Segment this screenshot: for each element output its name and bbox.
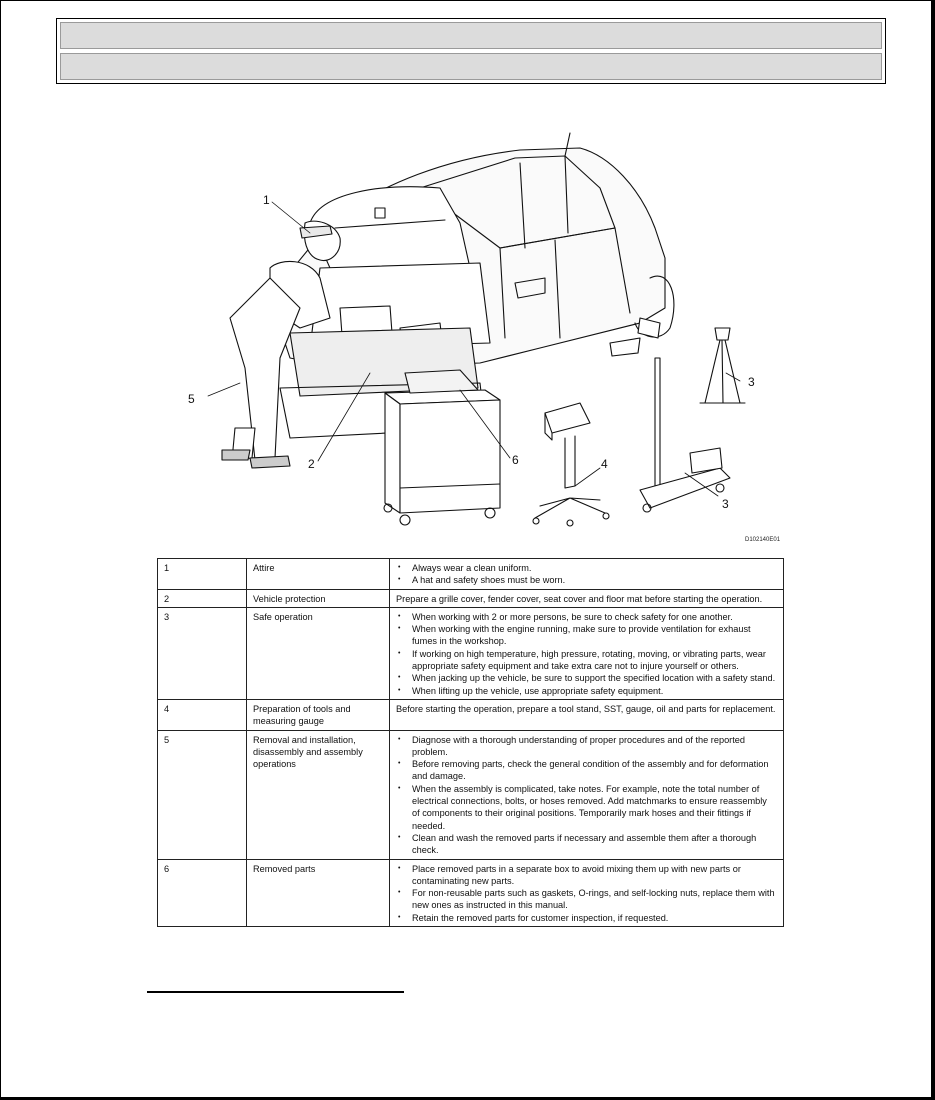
bullet-item: • Before removing parts, check the general condition of the assembly and for deformation and damage. [396, 758, 777, 783]
callout-6: 6 [512, 453, 519, 467]
table-row [158, 859, 784, 926]
bullet-item: • When working with the engine running, make sure to provide ventilation for exhaust fumes in the workshop. [396, 623, 777, 648]
safety-stand-drawing [700, 328, 745, 403]
row-description: Before starting the operation, prepare a tool stand, SST, gauge, oil and parts for replacement. [390, 699, 784, 730]
row-item: Attire [247, 559, 390, 590]
callout-3-lower: 3 [722, 497, 729, 511]
bullet-item: • For non-reusable parts such as gaskets, O-rings, and self-locking nuts, replace them with new ones as instructed in this manual. [396, 887, 777, 912]
row-item: Safe operation [247, 607, 390, 699]
bullet-list [396, 734, 777, 857]
row-number: 3 [158, 607, 247, 699]
callout-2: 2 [308, 457, 315, 471]
row-item: Removed parts [247, 859, 390, 926]
page-border-right [931, 0, 935, 1100]
page-header [56, 18, 886, 84]
bullet-item: • When jacking up the vehicle, be sure to support the specified location with a safety stand. [396, 672, 777, 684]
table-row [158, 559, 784, 590]
bullet-item: • Clean and wash the removed parts if necessary and assemble them after a thorough check. [396, 832, 777, 857]
row-description [390, 859, 784, 926]
callout-1: 1 [263, 193, 270, 207]
parts-cart-drawing [384, 370, 500, 525]
bullet-item: • When working with 2 or more persons, be sure to check safety for one another. [396, 611, 777, 623]
figure-code: D102140E01 [745, 537, 781, 543]
callout-4: 4 [601, 457, 608, 471]
bullet-item: • When lifting up the vehicle, use appropriate safety equipment. [396, 685, 777, 697]
row-number: 1 [158, 559, 247, 590]
bullet-item: • A hat and safety shoes must be worn. [396, 574, 777, 586]
page-border-left [0, 0, 1, 1100]
row-number: 6 [158, 859, 247, 926]
row-description [390, 559, 784, 590]
table-row [158, 699, 784, 730]
row-number: 2 [158, 589, 247, 607]
row-description [390, 730, 784, 859]
footer-rule [147, 991, 404, 993]
table-row [158, 730, 784, 859]
row-item: Vehicle protection [247, 589, 390, 607]
callout-3-upper: 3 [748, 375, 755, 389]
operations-table [157, 558, 784, 927]
bullet-item: • Retain the removed parts for customer inspection, if requested. [396, 912, 777, 924]
bullet-list [396, 611, 777, 697]
bullet-list [396, 863, 777, 924]
bullet-item: • Place removed parts in a separate box to avoid mixing them up with new parts or contaminating new parts. [396, 863, 777, 888]
row-item: Preparation of tools and measuring gauge [247, 699, 390, 730]
workshop-illustration [160, 128, 785, 553]
callout-5: 5 [188, 392, 195, 406]
header-subtitle-bar [60, 53, 882, 80]
bullet-item: • If working on high temperature, high pressure, rotating, moving, or vibrating parts, wear appropriate safety equipment and take extra care not to injure yourself or others. [396, 648, 777, 673]
header-title-bar [60, 22, 882, 49]
row-description [390, 607, 784, 699]
table-row [158, 607, 784, 699]
bullet-item: • Always wear a clean uniform. [396, 562, 777, 574]
page-border-top [0, 0, 935, 1]
tool-stand-drawing [533, 403, 609, 526]
bullet-list [396, 562, 777, 587]
bullet-item: • Diagnose with a thorough understanding of proper procedures and of the reported problem. [396, 734, 777, 759]
row-number: 5 [158, 730, 247, 859]
row-number: 4 [158, 699, 247, 730]
row-description: Prepare a grille cover, fender cover, seat cover and floor mat before starting the operation. [390, 589, 784, 607]
floor-jack-drawing [640, 358, 730, 512]
row-item: Removal and installation, disassembly and assembly operations [247, 730, 390, 859]
workshop-illustration-svg [160, 128, 785, 553]
table-row [158, 589, 784, 607]
bullet-item: • When the assembly is complicated, take notes. For example, note the total number of electrical connections, bolts, or hoses removed. Add matchmarks to ensure reassembly of components to their original positions. Temporarily mark hoses and their fittings if needed. [396, 783, 777, 832]
